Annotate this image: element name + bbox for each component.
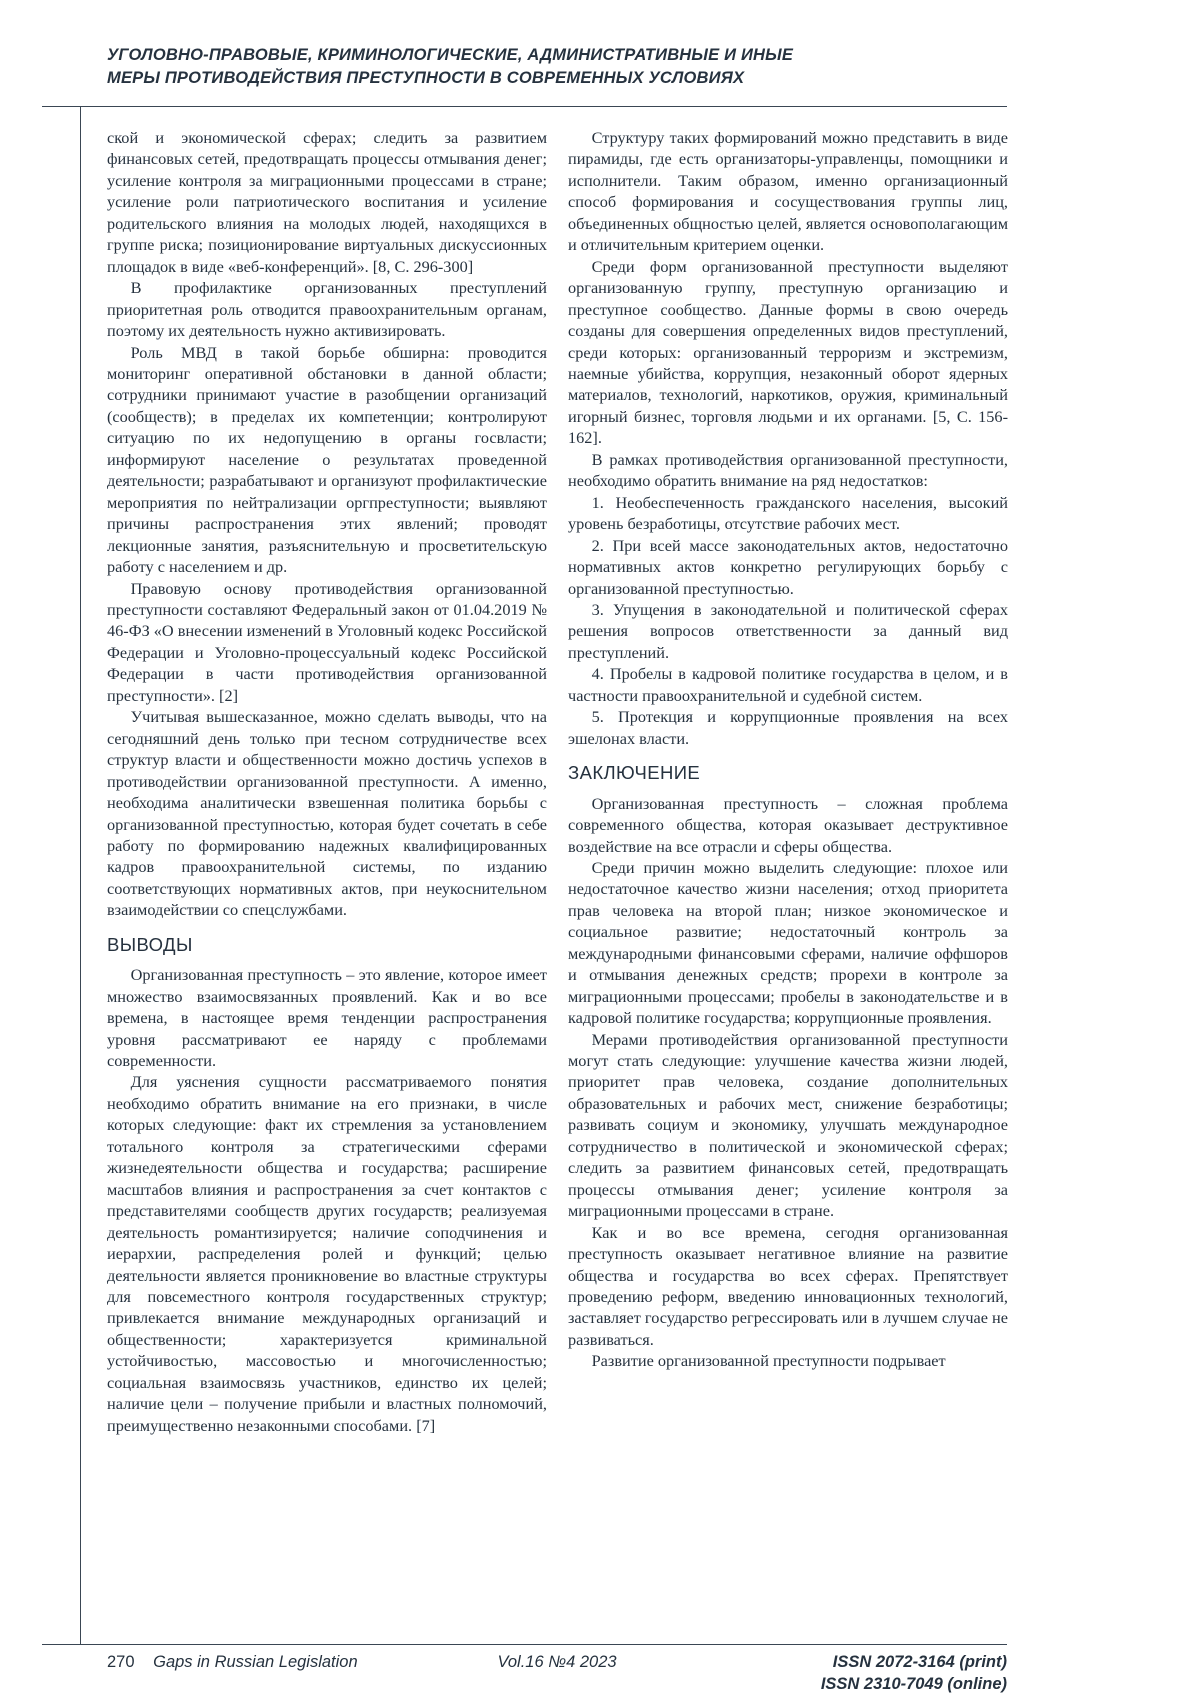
paragraph: Как и во все времена, сегодня организованная преступность оказывает негативное влияние на развитие общества и государства во всех сферах. Препятствует проведению реформ, введению инновационных технологий, заставляет государство регрессировать или в лучшем случае не развиваться.: [568, 1222, 1008, 1349]
running-head-line2: МЕРЫ ПРОТИВОДЕЙСТВИЯ ПРЕСТУПНОСТИ В СОВРЕМЕННЫХ УСЛОВИЯХ: [107, 69, 745, 87]
paragraph: Правовую основу противодействия организованной преступности составляют Федеральный закон от 01.04.2019 № 46-ФЗ «О внесении изменений в Уголовный кодекс Российской Федерации и Уголовно-процессуальный кодекс Российской Федерации в части противодействия организованной преступности». [2]: [107, 578, 547, 705]
paragraph: Организованная преступность – сложная проблема современного общества, которая оказывает деструктивное воздействие на все отрасли и сферы общества.: [568, 793, 1008, 856]
paragraph: ской и экономической сферах; следить за развитием финансовых сетей, предотвращать процессы отмывания денег; усиление контроля за миграционными процессами в стране; усиление роли патриотического воспитания и усиление родительского влияния на молодых людей, находящихся в группе риска; позиционирование виртуальных дискуссионных площадок в виде «веб-конференций». [8, С. 296-300]: [107, 128, 547, 276]
header-rule: [42, 106, 1007, 107]
paragraph: Организованная преступность – это явление, которое имеет множество взаимосвязанных проявлений. Как и во все времена, в настоящее время тенденции распространения уровня рассматривают ее наряду с проблемами современности.: [107, 965, 547, 1071]
paragraph: Структуру таких формирований можно представить в виде пирамиды, где есть организаторы-управленцы, помощники и исполнители. Таким образом, именно организационный способ формирования и сосуществования группы лиц, объединенных общностью целей, является основополагающим и отличительным критерием оценки.: [568, 128, 1008, 255]
paragraph: 1. Необеспеченность гражданского населения, высокий уровень безработицы, отсутствие рабочих мест.: [568, 492, 1008, 534]
paragraph: 2. При всей массе законодательных актов, недостаточно нормативных актов конкретно регулирующих борьбу с организованной преступностью.: [568, 535, 1008, 598]
footer-left: [107, 1651, 407, 1695]
paragraph: Роль МВД в такой борьбе обширна: проводится мониторинг оперативной обстановки в данной области; сотрудники принимают участие в разобщении организаций (сообществ); в пределах их компетенции; контролируют ситуацию по их недопущению в органы госвласти; информируют население о результатах проведенной деятельности; разрабатывают и организуют профилактические мероприятия по нейтрализации оргпреступности; выявляют причины распространения этих явлений; проводят лекционные занятия, разъяснительную и просветительскую работу с населением и др.: [107, 342, 547, 577]
issn-online: ISSN 2310-7049 (online): [820, 1675, 1007, 1693]
section-heading: ВЫВОДЫ: [107, 933, 193, 955]
paragraph: Мерами противодействия организованной преступности могут стать следующие: улучшение качества жизни людей, приоритет прав человека, создание дополнительных образовательных и рабочих мест, снижение безработицы; развивать социум и экономику, улучшать международное сотрудничество в политической и экономической сферах; следить за развитием финансовых сетей, предотвращать процессы отмывания денег; усиление контроля за миграционными процессами в стране.: [568, 1029, 1008, 1221]
section-heading: ЗАКЛЮЧЕНИЕ: [568, 762, 701, 784]
paragraph: 4. Пробелы в кадровой политике государства в целом, и в частности правоохранительной и судебной систем.: [568, 664, 1008, 705]
left-column: [107, 127, 547, 1642]
paragraph: Для уяснения сущности рассматриваемого понятия необходимо обратить внимание на его признаки, в числе которых следующие: факт их стремления за установлением тотального контроля за стратегическими сферами жизнедеятельности общества и государства; расширение масштабов влияния и распространения за счет контактов с представителями сообществ других государств; реализуемая деятельность романтизируется; наличие соподчинения и иерархии, распределения ролей и функций; целью деятельности является проникновение во властные структуры для повсеместного контроля государственных структур; привлекается внимание международных организаций и общественности; характеризуется криминальной устойчивостью, массовостью и многочисленностью; социальная взаимосвязь участников, единство их целей; наличие цели – получение прибыли и властных полномочий, преимущественно незаконными способами. [7]: [107, 1072, 547, 1435]
page-footer: [107, 1651, 1007, 1695]
right-column: [568, 127, 1008, 1642]
running-head: [107, 44, 1007, 90]
paragraph: 3. Упущения в законодательной и политической сферах решения вопросов ответственности за данный вид преступлений.: [568, 599, 1008, 662]
issn-block: [707, 1651, 1007, 1695]
paragraph: В профилактике организованных преступлений приоритетная роль отводится правоохранительным органам, поэтому их деятельность нужно активизировать.: [107, 278, 547, 341]
journal-name: Gaps in Russian Legislation: [153, 1653, 358, 1671]
volume-info: Vol.16 №4 2023: [497, 1653, 617, 1671]
running-head-line1: УГОЛОВНО-ПРАВОВЫЕ, КРИМИНОЛОГИЧЕСКИЕ, АДМИНИСТРАТИВНЫЕ И ИНЫЕ: [107, 46, 794, 64]
paragraph: 5. Протекция и коррупционные проявления на всех эшелонах власти.: [568, 707, 1008, 748]
paragraph: Учитывая вышесказанное, можно сделать выводы, что на сегодняшний день только при тесном сотрудничестве всех структур власти и общественности можно достичь успехов в противодействии организованной преступности. А именно, необходима аналитически взвешенная политика борьбы с организованной преступностью, которая будет сочетать в себе работу по формированию надежных квалифицированных кадров правоохранительной системы, по изданию соответствующих нормативных актов, при неукоснительном взаимодействии со спецслужбами.: [107, 707, 547, 920]
paragraph: Развитие организованной преступности подрывает: [591, 1351, 946, 1371]
left-margin-rule: [80, 106, 81, 1644]
paragraph: В рамках противодействия организованной преступности, необходимо обратить внимание на ряд недостатков:: [568, 449, 1008, 491]
paragraph: Среди причин можно выделить следующие: плохое или недостаточное качество жизни населения; отход приоритета прав человека на второй план; низкое экономическое и социальное развитие; недостаточный контроль за международными финансовыми сферами, наличие оффшоров и отмывания денежных средств; прорехи в контроле за миграционными процессами; пробелы в законодательстве и в кадровой политике государства; коррупционные проявления.: [568, 857, 1008, 1028]
footer-rule: [42, 1644, 1007, 1645]
issn-print: ISSN 2072-3164 (print): [832, 1653, 1007, 1671]
page-number: 270: [107, 1653, 135, 1671]
paragraph: Среди форм организованной преступности выделяют организованную группу, преступную организацию и преступное сообщество. Данные формы в свою очередь созданы для совершения определенных видов преступлений, среди которых: организованный терроризм и экстремизм, наемные убийства, коррупция, незаконный оборот ядерных материалов, технологий, наркотиков, оружия, криминальный игорный бизнес, торговля людьми и их органами. [5, С. 156-162].: [568, 256, 1008, 448]
article-body: [107, 127, 1008, 1642]
